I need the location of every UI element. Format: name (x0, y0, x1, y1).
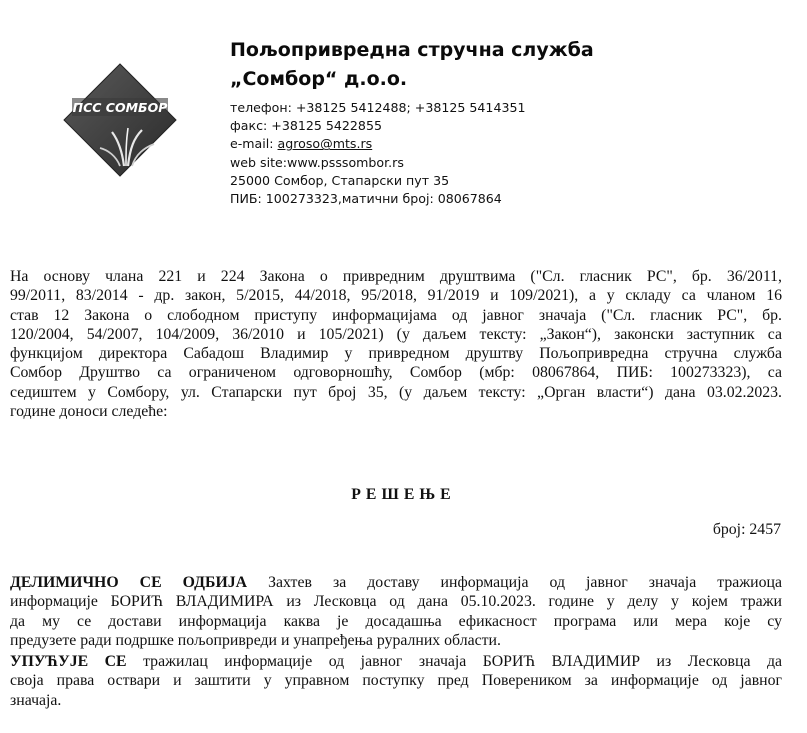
intro-line: став 12 Закона о слободном приступу информацијама од јавног значаја ("Сл. гласник РС", бр. (10, 306, 782, 324)
document-title: РЕШЕЊЕ (351, 486, 456, 503)
document-number: број: 2457 (712, 521, 781, 538)
website-line: web site:www.psssombor.rs (230, 154, 404, 170)
decision-line: своја права оствари и заштити у управном поступку пред Повереником за информације од јавног (10, 672, 782, 690)
decision-text: Захтев за доставу информација од јавног значаја тражиоца (247, 574, 782, 591)
decision-line (10, 573, 782, 592)
fax-line: факс: +38125 5422855 (230, 118, 382, 134)
phone-line: телефон: +38125 5412488; +38125 5414351 (230, 100, 526, 115)
email-label: e-mail: (230, 136, 278, 152)
decision-lead: УПУЋУЈЕ СЕ (10, 653, 127, 670)
decision-referral (10, 652, 782, 710)
decision-partial-rejection (10, 573, 782, 650)
intro-line: На основу члана 221 и 224 Закона о привредним друштвима ("Сл. гласник РС", бр. 36/2011, (10, 268, 782, 285)
decision-line: предузете ради подршке пољопривреди и унапређења руралних области. (10, 631, 501, 649)
tax-ids-line: ПИБ: 100273323,матични број: 08067864 (230, 191, 502, 207)
company-name-line1: Пољопривредна стручна служба (230, 39, 594, 61)
decision-text: тражилац информације од јавног значаја БОРИЋ ВЛАДИМИР из Лесковца да (126, 653, 782, 670)
decision-line: да му се достави информација каква је досадашња ефикасност програма или мера које су (10, 612, 782, 630)
email-link[interactable]: agroso@mts.rs (277, 136, 373, 152)
intro-paragraph (10, 267, 782, 421)
intro-line: функцијом директора Сабадош Владимир у привредном друштву Пољопривредна стручна служба (10, 345, 782, 363)
letterhead (230, 36, 594, 208)
company-name-line2: „Сомбор“ д.о.о. (230, 68, 408, 90)
intro-line: 120/2004, 54/2007, 104/2009, 36/2010 и 105/2021) (у даљем тексту: „Закон“), законски заступник са (10, 325, 782, 343)
intro-line: седиштем у Сомбору, ул. Стапарски пут број 35, (у даљем тексту: „Орган власти“) дана 03.02.2023. (10, 383, 782, 401)
logo-text: ПСС СОМБОР (72, 100, 168, 115)
decision-lead: ДЕЛИМИЧНО СЕ ОДБИЈА (10, 574, 248, 591)
decision-line: информације БОРИЋ ВЛАДИМИРА из Лесковца од дана 05.10.2023. године у делу у којем тражи (10, 593, 782, 611)
intro-line: године доноси следеће: (10, 403, 168, 421)
intro-line: 99/2011, 83/2014 - др. закон, 5/2015, 44/2018, 95/2018, 91/2019 и 109/2021), а у складу са чланом 16 (10, 287, 782, 305)
decision-line (10, 652, 782, 671)
logo-graphic (62, 62, 178, 178)
address-line: 25000 Сомбор, Стапарски пут 35 (230, 172, 450, 188)
company-logo (62, 62, 178, 178)
contact-block (230, 99, 594, 208)
email-line (230, 135, 594, 153)
intro-line: Сомбор Друштво са ограниченом одговорношћу, Сомбор (мбр: 08067864, ПИБ: 100273323), са (10, 364, 782, 382)
decision-line: значаја. (10, 691, 62, 709)
